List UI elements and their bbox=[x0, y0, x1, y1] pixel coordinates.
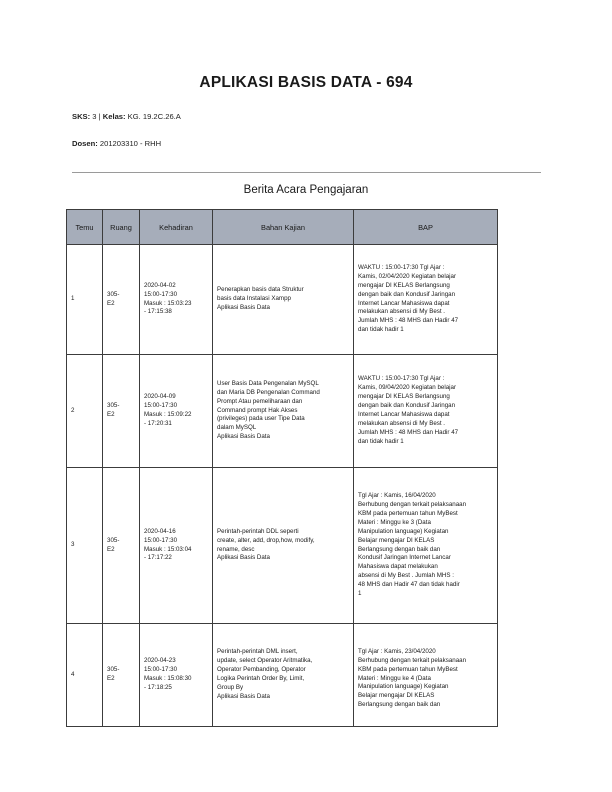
header-kehadiran: Kehadiran bbox=[140, 210, 213, 245]
bahan-kajian-text: User Basis Data Pengenalan MySQL dan Maria DB Pengenalan Command Prompt Atau pemeliharaan dan Command prompt Hak Akses (privileges) pada user Tipe Data dalam MySQL Aplikasi Basis Data bbox=[217, 379, 320, 441]
cell-bap bbox=[354, 245, 498, 355]
sks-value: 3 bbox=[92, 112, 97, 121]
cell-bap bbox=[354, 468, 498, 624]
header-bahan-kajian: Bahan Kajian bbox=[213, 210, 354, 245]
cell-kehadiran bbox=[140, 468, 213, 624]
kelas-label: Kelas: bbox=[102, 112, 126, 121]
cell-bap bbox=[354, 355, 498, 468]
cell-bahan-kajian bbox=[213, 624, 354, 727]
course-meta-line bbox=[72, 112, 181, 121]
sks-label: SKS: bbox=[72, 112, 91, 121]
ruang-text: 305- E2 bbox=[107, 666, 120, 682]
bap-text: WAKTU : 15:00-17:30 Tgl Ajar : Kamis, 09/04/2020 Kegiatan belajar mengajar DI KELAS Berlangsung dengan baik dan Kondusif Jaringan Internet Lancar Mahasiswa dapat melakukan absensi di My Best . Jumlah MHS : 48 MHS dan Hadir 47 dan tidak hadir 1 bbox=[358, 375, 459, 445]
kehadiran-text: 2020-04-23 15:00-17:30 Masuk : 15:08:30 - 17:18:25 bbox=[144, 657, 192, 691]
kehadiran-text: 2020-04-16 15:00-17:30 Masuk : 15:03:04 - 17:17:22 bbox=[144, 527, 192, 562]
bahan-kajian-text: Penerapkan basis data Struktur basis data Instalasi Xampp Aplikasi Basis Data bbox=[217, 286, 304, 311]
dosen-label: Dosen: bbox=[72, 139, 98, 148]
ruang-text: 305- E2 bbox=[107, 536, 120, 553]
bap-text: Tgl Ajar : Kamis, 23/04/2020 Berhubung dengan terkait pelaksanaan KBM pada pertemuan tahun MyBest Materi : Minggu ke 4 (Data Manipulation language) Kegiatan Belajar mengajar DI KELAS Berlangsung dengan baik dan bbox=[358, 647, 467, 709]
cell-bahan-kajian bbox=[213, 355, 354, 468]
bahan-kajian-text: Perintah-perintah DML insert, update, select Operator Aritmatika, Operator Pembanding, Operator Logika Perintah Order By, Limit, Group By Aplikasi Basis Data bbox=[217, 648, 313, 700]
bahan-kajian-text: Perintah-perintah DDL seperti create, alter, add, drop,how, modify, rename, desc Aplikasi Basis Data bbox=[217, 527, 315, 562]
cell-ruang bbox=[103, 468, 140, 624]
cell-temu: 1 bbox=[67, 245, 103, 355]
cell-bap bbox=[354, 624, 498, 727]
cell-bahan-kajian bbox=[213, 245, 354, 355]
cell-temu: 2 bbox=[67, 355, 103, 468]
meta-separator: | bbox=[98, 112, 101, 121]
header-temu: Temu bbox=[67, 210, 103, 245]
header-divider bbox=[72, 172, 541, 173]
ruang-text: 305- E2 bbox=[107, 290, 120, 307]
cell-bahan-kajian bbox=[213, 468, 354, 624]
table-row bbox=[67, 245, 498, 355]
document-title: APLIKASI BASIS DATA - 694 bbox=[199, 74, 413, 91]
cell-kehadiran bbox=[140, 245, 213, 355]
lecturer-meta-line bbox=[72, 139, 161, 148]
ruang-text: 305- E2 bbox=[107, 402, 120, 418]
kelas-value: KG. 19.2C.26.A bbox=[127, 112, 181, 121]
cell-temu: 3 bbox=[67, 468, 103, 624]
bap-text: Tgl Ajar : Kamis, 16/04/2020 Berhubung dengan terkait pelaksanaan KBM pada pertemuan tahun MyBest Materi : Minggu ke 3 (Data Manipulation language) Kegiatan Belajar mengajar DI KELAS Berlangsung dengan baik dan Kondusif Jaringan Internet Lancar Mahasiswa dapat melakukan absensi di My Best . Jumlah MHS : 48 MHS dan Hadir 47 dan tidak hadir 1 bbox=[358, 492, 467, 598]
cell-ruang bbox=[103, 624, 140, 727]
kehadiran-text: 2020-04-09 15:00-17:30 Masuk : 15:09:22 - 17:20:31 bbox=[144, 393, 192, 427]
table-row bbox=[67, 624, 498, 727]
header-ruang: Ruang bbox=[103, 210, 140, 245]
bap-text: WAKTU : 15:00-17:30 Tgl Ajar : Kamis, 02/04/2020 Kegiatan belajar mengajar DI KELAS Berlangsung dengan baik dan Kondusif Jaringan Internet Lancar Mahasiswa dapat melakukan absensi di My Best . Jumlah MHS : 48 MHS dan Hadir 47 dan tidak hadir 1 bbox=[358, 263, 459, 334]
cell-ruang bbox=[103, 245, 140, 355]
cell-temu: 4 bbox=[67, 624, 103, 727]
table-row bbox=[67, 468, 498, 624]
section-title: Berita Acara Pengajaran bbox=[243, 184, 369, 196]
cell-kehadiran bbox=[140, 624, 213, 727]
header-bap: BAP bbox=[354, 210, 498, 245]
bap-table bbox=[66, 209, 498, 727]
cell-ruang bbox=[103, 355, 140, 468]
table-header-row bbox=[67, 210, 498, 245]
dosen-value: 201203310 - RHH bbox=[99, 139, 162, 148]
table-row bbox=[67, 355, 498, 468]
cell-kehadiran bbox=[140, 355, 213, 468]
kehadiran-text: 2020-04-02 15:00-17:30 Masuk : 15:03:23 - 17:15:38 bbox=[144, 281, 192, 316]
